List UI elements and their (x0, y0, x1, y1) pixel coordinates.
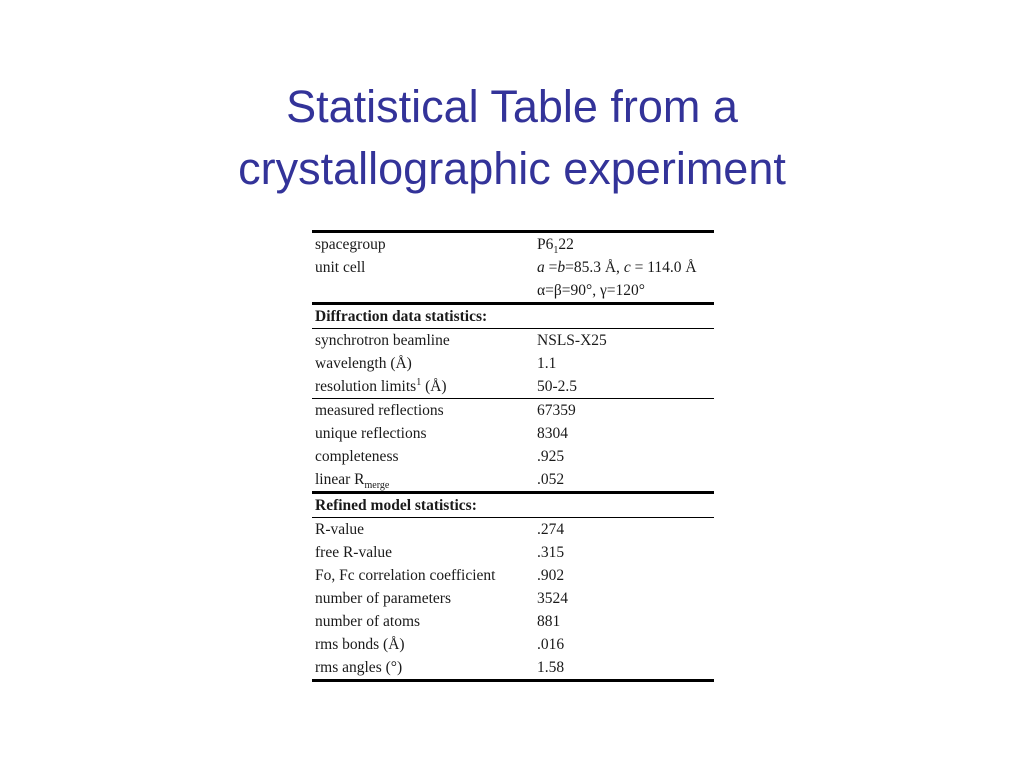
row-label: free R-value (315, 544, 393, 561)
value-text: c (623, 259, 631, 276)
table-row (312, 233, 714, 256)
label-subscript: merge (364, 480, 390, 492)
section-heading-row (312, 305, 714, 328)
table-row (312, 329, 714, 352)
section-heading: Refined model statistics: (315, 497, 477, 514)
row-value: .902 (537, 567, 565, 584)
row-value: 3524 (537, 590, 568, 607)
row-value (537, 256, 714, 279)
label-text: resolution limits (315, 378, 417, 395)
label-superscript: 1 (416, 376, 422, 388)
row-label (312, 279, 537, 302)
table-row (312, 468, 714, 491)
row-label: Fo, Fc correlation coefficient (315, 567, 496, 584)
row-label (312, 468, 537, 491)
row-value: .016 (537, 636, 565, 653)
row-value: .274 (537, 521, 565, 538)
row-value: .052 (537, 471, 565, 488)
row-value: 1.1 (537, 355, 557, 372)
value-text: P6 (537, 236, 554, 253)
table-row (312, 564, 714, 587)
table-row (312, 541, 714, 564)
row-value: 67359 (537, 402, 576, 419)
row-value: .925 (537, 448, 565, 465)
table-bottom-rule (312, 679, 714, 682)
row-label: measured reflections (315, 402, 444, 419)
row-label: number of parameters (315, 590, 451, 607)
row-label: synchrotron beamline (315, 332, 450, 349)
row-value: NSLS-X25 (537, 332, 607, 349)
row-value: .315 (537, 544, 565, 561)
row-value: 1.58 (537, 659, 565, 676)
row-label: unit cell (315, 259, 366, 276)
label-text: linear R (315, 471, 365, 488)
row-value: α=β=90°, γ=120° (537, 282, 645, 299)
table-row (312, 610, 714, 633)
table-row (312, 256, 714, 279)
value-text: 22 (558, 236, 574, 253)
row-value: 8304 (537, 425, 568, 442)
table-row (312, 352, 714, 375)
value-text: = (544, 259, 558, 276)
row-label: number of atoms (315, 613, 421, 630)
row-label: wavelength (Å) (315, 355, 412, 372)
table-row (312, 633, 714, 656)
statistics-table (312, 230, 714, 682)
title-line-1: Statistical Table from a (286, 81, 738, 132)
value-text: =85.3 Å, (565, 259, 624, 276)
slide-title (0, 76, 1024, 200)
value-subscript: 1 (553, 245, 559, 257)
row-value: 881 (537, 613, 561, 630)
value-text: b (557, 259, 566, 276)
row-label: rms angles (°) (315, 659, 403, 676)
table-row (312, 399, 714, 422)
table-row (312, 422, 714, 445)
row-label: unique reflections (315, 425, 427, 442)
row-value: 50-2.5 (537, 378, 578, 395)
row-label (312, 375, 537, 398)
section-heading-row (312, 494, 714, 517)
row-label: rms bonds (Å) (315, 636, 405, 653)
row-value (537, 233, 714, 256)
table-row (312, 375, 714, 398)
row-label: R-value (315, 521, 365, 538)
table-row (312, 587, 714, 610)
table-row (312, 445, 714, 468)
value-text: = 114.0 Å (630, 259, 697, 276)
label-text: (Å) (421, 378, 447, 395)
value-text: a (537, 259, 545, 276)
table-row (312, 279, 714, 302)
row-label: spacegroup (315, 236, 386, 253)
table-row (312, 656, 714, 679)
table-row (312, 518, 714, 541)
title-line-2: crystallographic experiment (238, 143, 786, 194)
section-heading: Diffraction data statistics: (315, 308, 488, 325)
row-label: completeness (315, 448, 399, 465)
